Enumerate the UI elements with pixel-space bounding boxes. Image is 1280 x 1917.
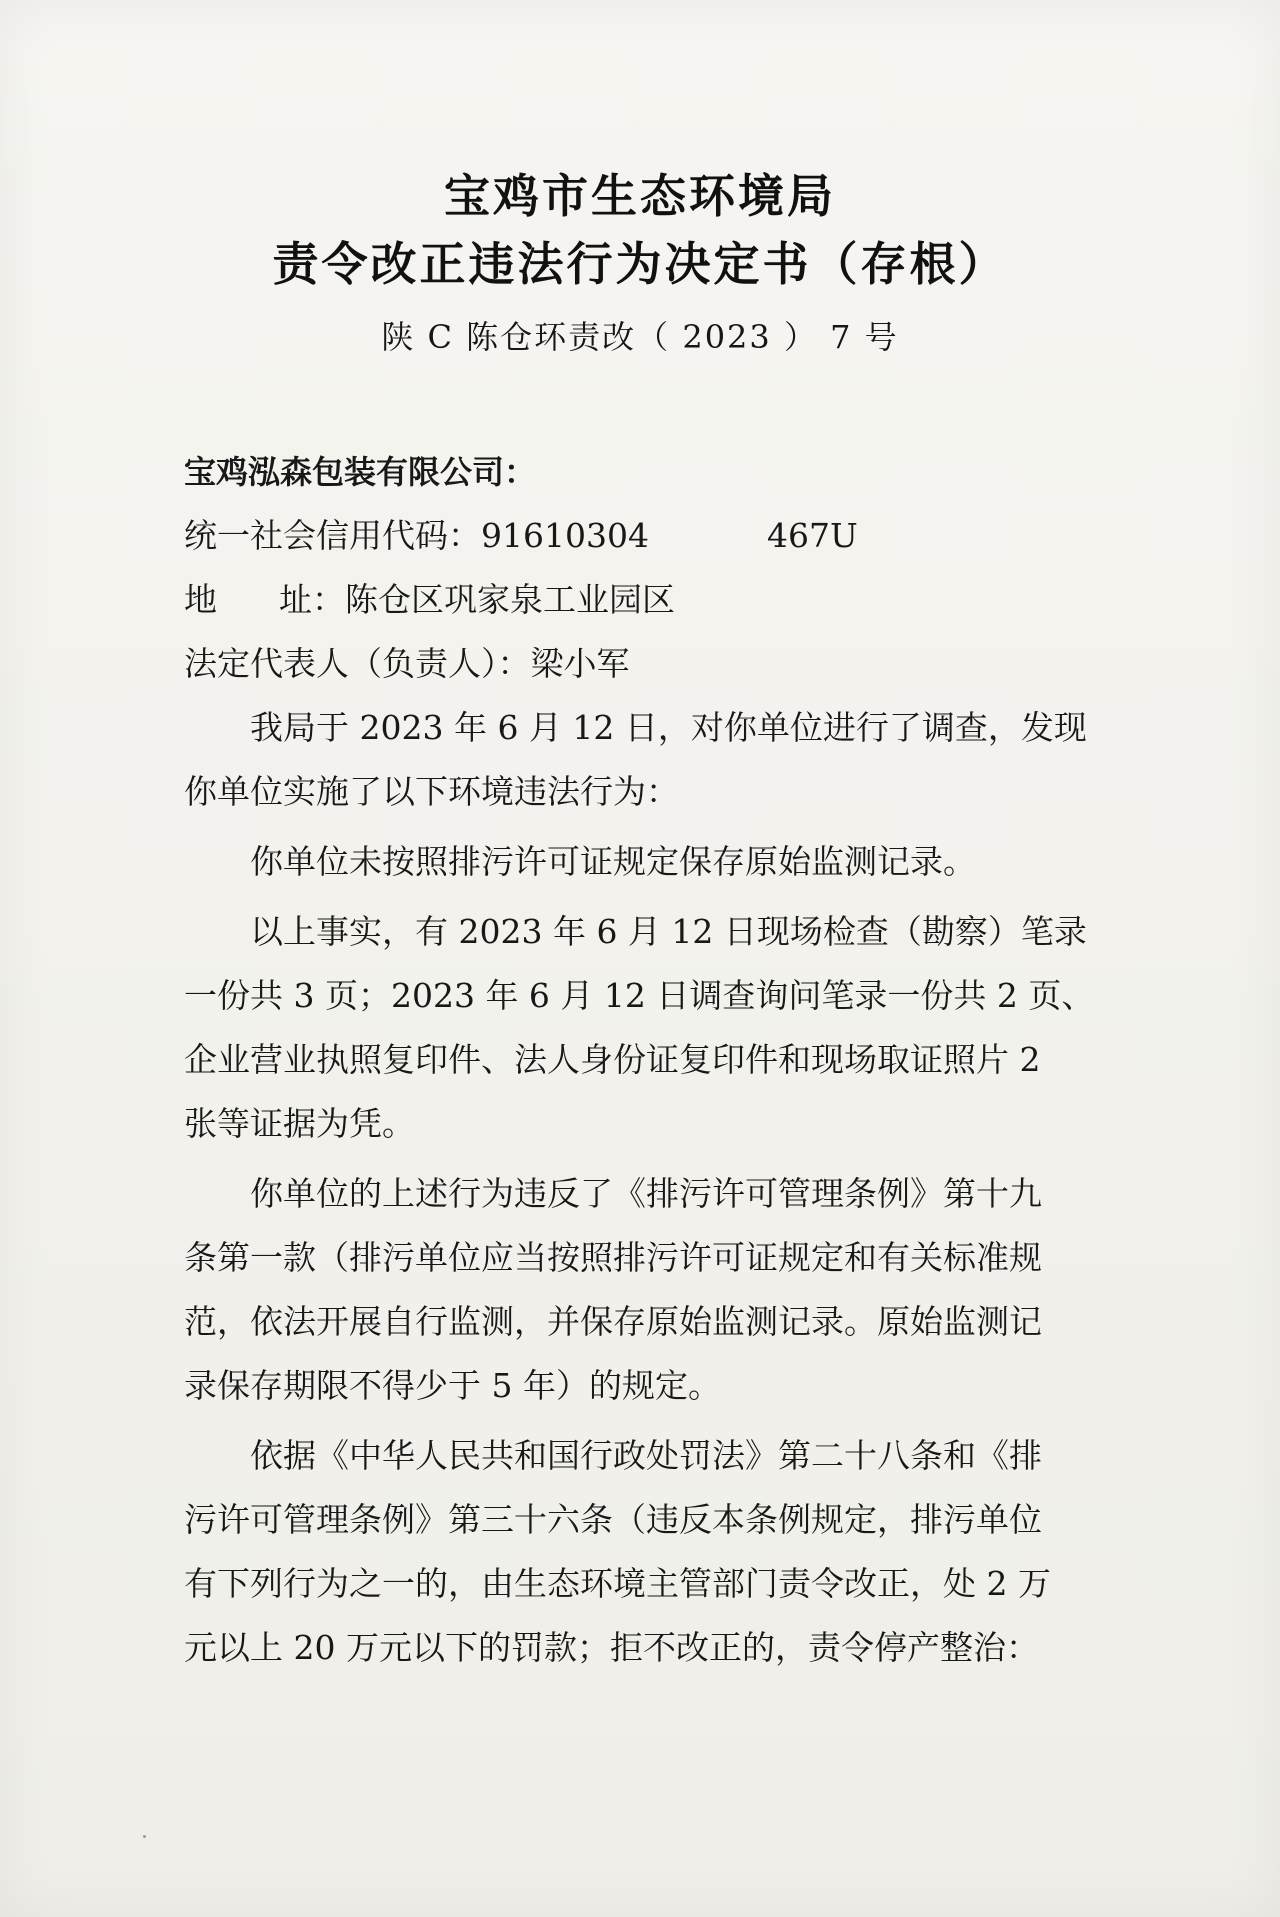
scan-speck bbox=[143, 1835, 146, 1838]
paragraph-4-line: 范，依法开展自行监测，并保存原始监测记录。原始监测记 bbox=[184, 1302, 1042, 1341]
paragraph-4-line: 条第一款（排污单位应当按照排污许可证规定和有关标准规 bbox=[184, 1238, 1042, 1277]
credit-code-label: 统一社会信用代码： bbox=[184, 516, 481, 555]
paragraph-5-line: 污许可管理条例》第三十六条（违反本条例规定，排污单位 bbox=[184, 1500, 1042, 1539]
paragraph-3-line: 张等证据为凭。 bbox=[184, 1104, 415, 1143]
paragraph-1-line: 你单位实施了以下环境违法行为： bbox=[184, 772, 679, 811]
credit-code-line bbox=[184, 504, 1084, 568]
document-body bbox=[184, 440, 1095, 1680]
credit-code-part1: 91610304 bbox=[481, 516, 649, 555]
legal-representative: 法定代表人（负责人）：梁小军 bbox=[184, 644, 630, 683]
addressee: 宝鸡泓森包装有限公司： bbox=[184, 453, 537, 491]
document-number: 陕 C 陈仓环责改（ 2023 ） 7 号 bbox=[381, 318, 899, 356]
paragraph-5-line: 元以上 20 万元以下的罚款；拒不改正的，责令停产整治： bbox=[184, 1628, 1039, 1667]
credit-code-part2: 467U bbox=[766, 516, 858, 555]
paragraph-5-line: 依据《中华人民共和国行政处罚法》第二十八条和《排 bbox=[250, 1436, 1042, 1475]
address-label-1: 地 bbox=[184, 580, 217, 619]
paragraph-3-line: 以上事实，有 2023 年 6 月 12 日现场检查（勘察）笔录 bbox=[250, 912, 1087, 951]
address-value: 陈仓区巩家泉工业园区 bbox=[345, 580, 675, 619]
document-title: 责令改正违法行为决定书（存根） bbox=[272, 237, 1008, 291]
address-label-2: 址： bbox=[279, 580, 345, 619]
paragraph-3-line: 企业营业执照复印件、法人身份证复印件和现场取证照片 2 bbox=[184, 1040, 1041, 1079]
issuer-title: 宝鸡市生态环境局 bbox=[444, 169, 836, 223]
paragraphs bbox=[184, 696, 1095, 1680]
paragraph-5-line: 有下列行为之一的，由生态环境主管部门责令改正，处 2 万 bbox=[184, 1564, 1051, 1603]
paragraph-4-line: 你单位的上述行为违反了《排污许可管理条例》第十九 bbox=[250, 1174, 1042, 1213]
address-line bbox=[184, 568, 1084, 632]
paragraph-1-line: 我局于 2023 年 6 月 12 日，对你单位进行了调查，发现 bbox=[250, 708, 1087, 747]
paragraph-2-line: 你单位未按照排污许可证规定保存原始监测记录。 bbox=[250, 842, 976, 881]
paragraph-4-line: 录保存期限不得少于 5 年）的规定。 bbox=[184, 1366, 721, 1405]
paragraph-3-line: 一份共 3 页；2023 年 6 月 12 日调查询问笔录一份共 2 页、 bbox=[184, 976, 1095, 1015]
